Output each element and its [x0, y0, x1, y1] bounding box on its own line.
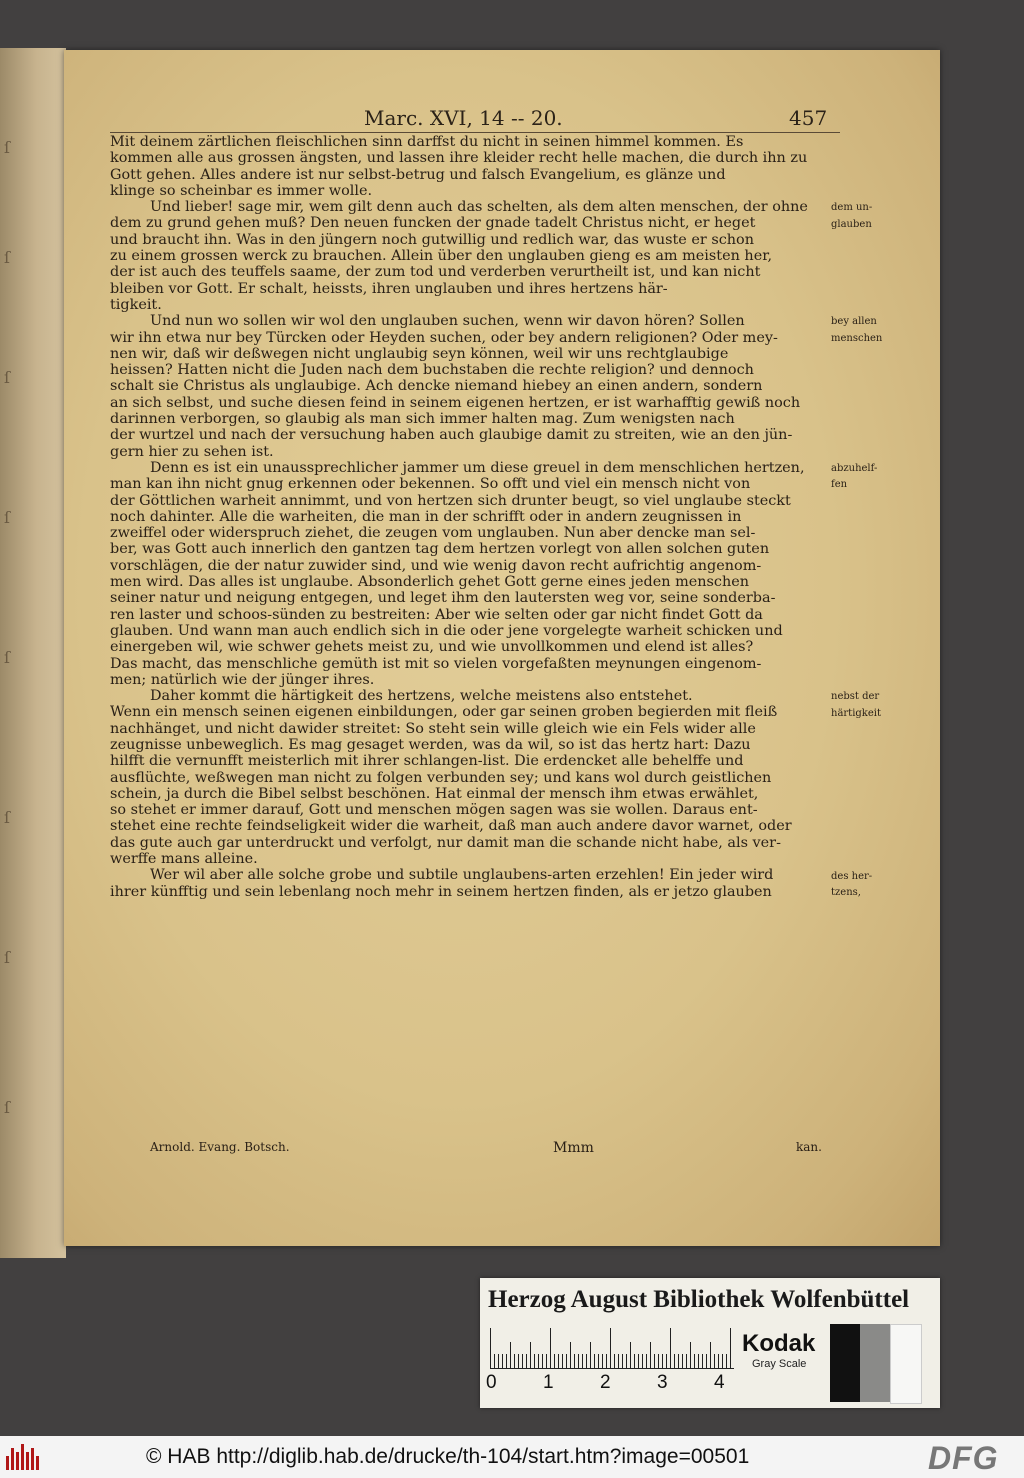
- paragraph: [110, 867, 830, 900]
- ruler-tick: [542, 1354, 543, 1368]
- ruler-tick: [550, 1328, 551, 1368]
- ruler-tick: [498, 1354, 499, 1368]
- ruler-tick: [610, 1328, 611, 1368]
- text-line: glauben. Und wann man auch endlich sich in die oder jene vorgelegte warheit schicken und: [110, 622, 783, 639]
- ruler-number: 2: [600, 1372, 611, 1393]
- body-text: [110, 134, 830, 900]
- text-line: darinnen verborgen, so glaubig als man sich immer halten mag. Zum wenigsten nach: [110, 411, 735, 428]
- ruler-tick: [506, 1354, 507, 1368]
- paragraph: [110, 688, 830, 867]
- text-line: so stehet er immer darauf, Gott und menschen mögen sagen was sie wollen. Daraus ent-: [110, 802, 758, 819]
- text-line: ausflüchte, weßwegen man nicht zu folgen verbunden sey; und kans wol durch geistlichen: [110, 769, 772, 786]
- ruler-tick: [518, 1354, 519, 1368]
- gray-scale-label: Gray Scale: [752, 1358, 807, 1370]
- text-line: zu einem grossen werck zu brauchen. Allein über den unglauben gieng es am meisten her,: [110, 248, 773, 265]
- ruler-tick: [670, 1328, 671, 1368]
- margin-note: fen: [831, 479, 848, 491]
- text-line: men; natürlich wie der jünger ihres.: [110, 671, 375, 688]
- page-number: 457: [789, 106, 828, 130]
- ruler-tick: [602, 1354, 603, 1368]
- ruler-tick: [710, 1342, 711, 1368]
- ruler-tick: [566, 1354, 567, 1368]
- ruler-tick: [714, 1354, 715, 1368]
- text-line: man kan ihn nicht gnug erkennen oder bekennen. So offt und viel ein mensch nicht von: [110, 476, 751, 493]
- text-line: Und lieber! sage mir, wem gilt denn auch das schelten, als dem alten menschen, der ohne: [150, 199, 808, 216]
- text-line: men wird. Das alles ist unglaube. Absonderlich gehet Gott gerne eines jeden menschen: [110, 574, 750, 591]
- text-line: einergeben wil, wie schwer gehets meist zu, und wie unvollkommen und elend ist alles?: [110, 639, 754, 656]
- gray-swatch-black: [830, 1324, 860, 1402]
- running-head: Marc. XVI, 14 -- 20.: [364, 106, 563, 130]
- ruler-number: 0: [486, 1372, 497, 1393]
- ruler-tick: [538, 1354, 539, 1368]
- text-line: Gott gehen. Alles andere ist nur selbst-betrug und falsch Evangelium, es glänze und: [110, 166, 726, 183]
- text-line: Denn es ist ein unaussprechlicher jammer um diese greuel in dem menschlichen hertzen,: [150, 459, 805, 476]
- paragraph: [110, 199, 830, 313]
- text-line: nen wir, daß wir deßwegen nicht unglaubig seyn können, weil wir uns rechtglaubige: [110, 345, 729, 362]
- margin-note: nebst der: [831, 691, 880, 703]
- ruler-tick: [678, 1354, 679, 1368]
- ruler-tick: [666, 1354, 667, 1368]
- text-line: heissen? Hatten nicht die Juden nach dem buchstaben die rechte religion? und dennoch: [110, 362, 754, 379]
- signature-line: Arnold. Evang. Botsch.: [150, 1140, 290, 1154]
- ruler-tick: [634, 1354, 635, 1368]
- text-line: klinge so scheinbar es immer wolle.: [110, 182, 373, 199]
- ruler-tick: [646, 1354, 647, 1368]
- ruler-tick: [490, 1328, 491, 1368]
- hab-logo-icon: [6, 1444, 42, 1470]
- ruler-tick: [570, 1342, 571, 1368]
- footer-bar: [0, 1436, 1024, 1478]
- ruler-tick: [578, 1354, 579, 1368]
- ruler-tick: [662, 1354, 663, 1368]
- ruler-tick: [706, 1354, 707, 1368]
- ruler-tick: [594, 1354, 595, 1368]
- ruler-tick: [654, 1354, 655, 1368]
- text-line: bleiben vor Gott. Er schalt, heissts, ihren unglauben und ihres hertzens här-: [110, 280, 668, 297]
- ruler-tick: [718, 1354, 719, 1368]
- ruler-tick: [558, 1354, 559, 1368]
- text-line: schalt sie Christus als unglaubige. Ach dencke niemand hiebey an einen andern, sondern: [110, 378, 763, 395]
- text-line: der wurtzel und nach der versuchung haben auch glaubige damit zu streiten, wie an den jün-: [110, 427, 793, 444]
- page-footer: [150, 1140, 850, 1160]
- ruler-numbers: [484, 1372, 744, 1396]
- text-line: hilfft die vernunfft meisterlich mit ihrer schlangen-list. Die erdencket alle behelffe und: [110, 753, 744, 770]
- ruler-tick: [582, 1354, 583, 1368]
- margin-note: tzens,: [831, 886, 861, 898]
- ruler-tick: [574, 1354, 575, 1368]
- text-line: an sich selbst, und suche diesen feind in seinem eigenen hertzen, er ist warhafftig gewiß noch: [110, 394, 801, 411]
- text-line: tigkeit.: [110, 296, 162, 313]
- ruler-tick: [658, 1354, 659, 1368]
- scale-ruler: [490, 1328, 734, 1369]
- text-line: und braucht ihn. Was in den jüngern noch gutwillig und redlich war, das wuste er schon: [110, 231, 754, 248]
- ruler-tick: [590, 1342, 591, 1368]
- ruler-tick: [614, 1354, 615, 1368]
- ruler-tick: [618, 1354, 619, 1368]
- ruler-tick: [674, 1354, 675, 1368]
- header-rule: [110, 132, 840, 133]
- ruler-tick: [686, 1354, 687, 1368]
- ruler-tick: [546, 1354, 547, 1368]
- ruler-tick: [598, 1354, 599, 1368]
- ruler-tick: [522, 1354, 523, 1368]
- ruler-tick: [510, 1342, 511, 1368]
- text-line: gern hier zu sehen ist.: [110, 443, 274, 460]
- paragraph: [110, 460, 830, 688]
- ruler-tick: [622, 1354, 623, 1368]
- text-line: vorschlägen, die der natur zuwider sind, und wie wenig davon recht aufrichtig angenom-: [110, 557, 762, 574]
- text-line: werffe mans alleine.: [110, 851, 258, 868]
- text-line: der Göttlichen warheit annimmt, und von hertzen sich drunter beugt, so viel unglaube steckt: [110, 492, 791, 509]
- margin-note: härtigkeit: [831, 707, 881, 719]
- text-line: dem zu grund gehen muß? Den neuen funcken der gnade tadelt Christus nicht, er heget: [110, 215, 756, 232]
- previous-page-edge: ſ ſ ſ ſ ſ ſ ſ ſ: [0, 48, 66, 1258]
- paragraph: [110, 313, 830, 460]
- ruler-tick: [534, 1354, 535, 1368]
- ruler-number: 3: [657, 1372, 668, 1393]
- ruler-tick: [694, 1354, 695, 1368]
- page-header: [64, 106, 940, 132]
- ruler-tick: [730, 1328, 731, 1368]
- ruler-tick: [650, 1342, 651, 1368]
- text-line: stehet eine rechte feindseligkeit wider die warheit, daß man auch andere davor warnet, oder: [110, 818, 792, 835]
- ruler-tick: [702, 1354, 703, 1368]
- margin-note: menschen: [831, 332, 883, 344]
- ruler-tick: [626, 1354, 627, 1368]
- source-link[interactable]: © HAB http://diglib.hab.de/drucke/th-104/start.htm?image=00501: [146, 1445, 750, 1468]
- margin-note: des her-: [831, 870, 873, 882]
- ruler-tick: [514, 1354, 515, 1368]
- catchword: kan.: [796, 1140, 822, 1154]
- text-line: der ist auch des teuffels saame, der zum tod und verderben verurtheilt ist, und kan nicht: [110, 264, 761, 281]
- book-page: [64, 50, 940, 1246]
- ruler-tick: [606, 1354, 607, 1368]
- ruler-tick: [726, 1354, 727, 1368]
- ruler-tick: [690, 1342, 691, 1368]
- ruler-tick: [502, 1354, 503, 1368]
- text-line: zeugnisse unbeweglich. Es mag gesaget werden, was da wil, so ist das hertz hart: Dazu: [110, 736, 751, 753]
- ruler-tick: [698, 1354, 699, 1368]
- ruler-tick: [562, 1354, 563, 1368]
- text-line: Und nun wo sollen wir wol den unglauben suchen, wenn wir davon hören? Sollen: [150, 313, 745, 330]
- margin-note: bey allen: [831, 316, 877, 328]
- gray-swatch-white: [890, 1324, 922, 1404]
- text-line: ren laster und schoos-sünden zu bestreiten: Aber wie selten oder gar nicht findet Gott da: [110, 606, 763, 623]
- ruler-number: 1: [543, 1372, 554, 1393]
- text-line: schein, ja durch die Bibel selbst beschönen. Hat einmal der mensch ihm etwas erwählet,: [110, 785, 759, 802]
- text-line: das gute auch gar unterdruckt und verfolgt, nur damit man die schande nicht habe, als ver-: [110, 834, 781, 851]
- ruler-tick: [530, 1342, 531, 1368]
- text-line: Mit deinem zärtlichen fleischlichen sinn darffst du nicht in seinen himmel kommen. Es: [110, 134, 744, 150]
- library-color-target: [480, 1278, 940, 1408]
- text-line: ihrer künfftig und sein lebenlang noch mehr in seinem hertzen finden, als er jetzo glauben: [110, 883, 772, 900]
- library-title: Herzog August Bibliothek Wolfenbüttel: [488, 1286, 910, 1313]
- ruler-tick: [526, 1354, 527, 1368]
- text-line: Das macht, das menschliche gemüth ist mit so vielen vorgefaßten meynungen eingenom-: [110, 655, 762, 672]
- signature-mark: Mmm: [553, 1140, 594, 1156]
- text-line: Daher kommt die härtigkeit des hertzens, welche meistens also entstehet.: [150, 688, 693, 705]
- text-line: kommen alle aus grossen ängsten, und lassen ihre kleider recht helle machen, die durch ihn zu: [110, 150, 808, 167]
- ruler-tick: [630, 1342, 631, 1368]
- ruler-tick: [642, 1354, 643, 1368]
- text-line: zweiffel oder widerspruch ziehet, die zeugen vom unglauben. Nun aber dencke man sel-: [110, 525, 756, 542]
- margin-note: dem un-: [831, 202, 873, 214]
- kodak-logo: Kodak: [742, 1330, 816, 1357]
- text-line: noch dahinter. Alle die warheiten, die man in der schrifft oder in andern zeugnissen in: [110, 508, 742, 525]
- text-line: Wenn ein mensch seinen eigenen einbildungen, oder gar seinen groben begierden mit fleiß: [110, 704, 778, 721]
- text-line: ber, was Gott auch innerlich den gantzen tag dem hertzen vorlegt von allen solchen guten: [110, 541, 770, 558]
- margin-note: abzuhelf-: [831, 463, 878, 474]
- text-line: Wer wil aber alle solche grobe und subtile unglaubens-arten erzehlen! Ein jeder wird: [150, 867, 774, 884]
- ruler-tick: [586, 1354, 587, 1368]
- text-line: nachhänget, und nicht dawider streitet: So steht sein wille gleich wie ein Fels wider alle: [110, 720, 756, 737]
- ruler-tick: [554, 1354, 555, 1368]
- dfg-logo: DFG: [928, 1440, 999, 1476]
- ruler-tick: [638, 1354, 639, 1368]
- text-line: wir ihn etwa nur bey Türcken oder Heyden suchen, oder bey andern religionen? Oder mey-: [110, 329, 778, 346]
- text-line: seiner natur und neigung entgegen, und leget ihm den lautersten weg vor, seine sonderba-: [110, 590, 776, 607]
- gray-swatch-mid: [860, 1324, 890, 1402]
- margin-note: glauben: [831, 218, 872, 230]
- paragraph: [110, 134, 830, 199]
- ruler-tick: [682, 1354, 683, 1368]
- ruler-tick: [722, 1354, 723, 1368]
- ruler-number: 4: [714, 1372, 725, 1393]
- ruler-tick: [494, 1354, 495, 1368]
